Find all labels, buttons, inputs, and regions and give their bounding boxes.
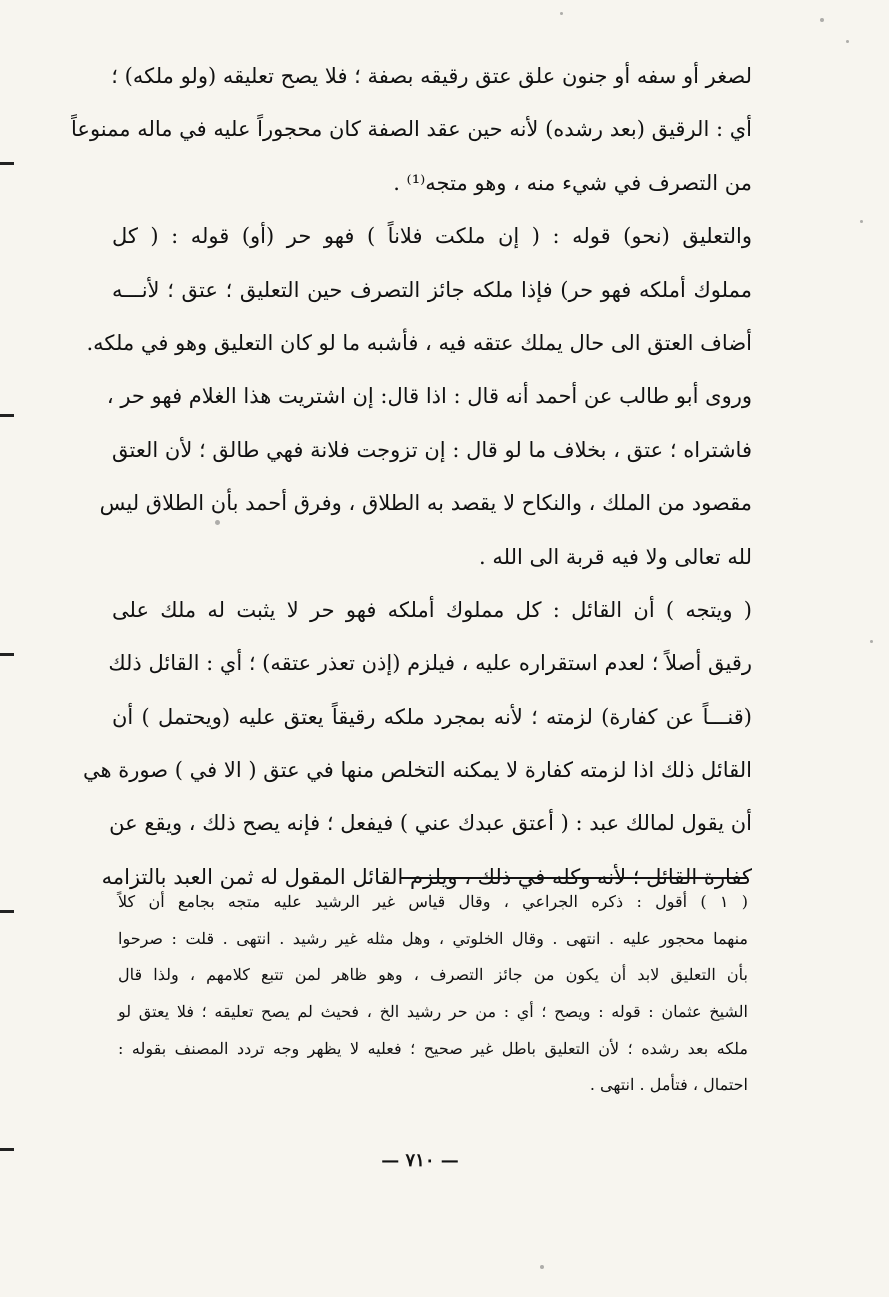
main-line: لله تعالى ولا فيه قربة الى الله . — [479, 544, 752, 569]
footnote-divider — [400, 877, 748, 879]
main-line: رقيق أصلاً ؛ لعدم استقراره عليه ، فيلزم (إذن تعذر عتقه) ؛ أي : القائل ذلك — [108, 651, 752, 676]
page-number: — ٧١٠ — — [381, 1150, 459, 1171]
footnote-line: بأن التعليق لابد أن يكون من جائز التصرف ، وهو ظاهر لمن تتبع كلامهم ، ولذا قال — [118, 965, 748, 985]
scan-speck — [870, 640, 873, 643]
main-line: ( ويتجه ) أن القائل : كل مملوك أملكه فهو حر لا يثبت له ملك على — [112, 597, 752, 622]
scan-speck — [846, 40, 849, 43]
footnote-line: ملكه بعد رشده ؛ لأن التعليق باطل غير صحيح ؛ فعليه لا يظهر وجه تردد المصنف بقوله : — [118, 1038, 748, 1058]
main-line: أن يقول لمالك عبد : ( أعتق عبدك عني ) فيفعل ؛ فإنه يصح ذلك ، ويقع عن — [109, 811, 752, 836]
main-line: (قنـــاً عن كفارة) لزمته ؛ لأنه بمجرد ملكه رقيقاً يعتق عليه (ويحتمل ) أن — [112, 704, 752, 729]
scan-speck — [860, 220, 863, 223]
main-line: القائل ذلك اذا لزمته كفارة لا يمكنه التخلص منها في عتق ( الا في ) صورة هي — [83, 758, 752, 783]
main-line: كفارة القائل ؛ لأنه وكله في ذلك ، ويلزم القائل المقول له ثمن العبد بالتزامه — [101, 864, 752, 889]
scan-edge-mark — [0, 653, 14, 656]
main-line: وروى أبو طالب عن أحمد أنه قال : اذا قال: إن اشتريت هذا الغلام فهو حر ، — [106, 384, 752, 409]
main-line: أضاف العتق الى حال يملك عتقه فيه ، فأشبه ما لو كان التعليق وهو في ملكه. — [86, 330, 752, 355]
main-line: فاشتراه ؛ عتق ، بخلاف ما لو قال : إن تزوجت فلانة فهي طالق ؛ لأن العتق — [112, 437, 752, 462]
scan-speck — [215, 520, 220, 525]
footnotes-block — [118, 884, 748, 1104]
scan-speck — [540, 1265, 544, 1269]
scan-edge-mark — [0, 414, 14, 417]
scan-edge-mark — [0, 910, 14, 913]
main-line: أي : الرقيق (بعد رشده) لأنه حين عقد الصفة كان محجوراً عليه في ماله ممنوعاً — [71, 117, 752, 142]
scan-edge-mark — [0, 1148, 14, 1151]
footnote-line: احتمال ، فتأمل . انتهى . — [589, 1075, 748, 1095]
scan-speck — [820, 18, 824, 22]
main-line: من التصرف في شيء منه ، وهو متجه⁽¹⁾ . — [393, 170, 752, 195]
main-line: مملوك أملكه فهو حر) فإذا ملكه جائز التصرف حين التعليق ؛ عتق ؛ لأنـــه — [112, 277, 752, 302]
scan-edge-mark — [0, 162, 14, 165]
footnote-line: منهما محجور عليه . انتهى . وقال الخلوتي ، وهل مثله غير رشيد . انتهى . قلت : صرحوا — [118, 928, 748, 948]
main-line: لصغر أو سفه أو جنون علق عتق رقيقه بصفة ؛ فلا يصح تعليقه (ولو ملكه) ؛ — [111, 64, 752, 88]
footnote-line: الشيخ عثمان : قوله : ويصح ؛ أي : من حر رشيد الخ ، فحيث لم يصح تعليقه ؛ فلا يعتق لو — [118, 1002, 748, 1022]
main-text-block — [71, 50, 752, 904]
scan-speck — [560, 12, 563, 15]
main-line: مقصود من الملك ، والنكاح لا يقصد به الطلاق ، وفرق أحمد بأن الطلاق ليس — [99, 491, 752, 516]
footnote-line: ( ١ ) أقول : ذكره الجراعي ، وقال قياس غير الرشيد عليه متجه بجامع أن كلاً — [118, 892, 749, 911]
main-line: والتعليق (نحو) قوله : ( إن ملكت فلاناً ) فهو حر (أو) قوله : ( كل — [112, 224, 752, 249]
